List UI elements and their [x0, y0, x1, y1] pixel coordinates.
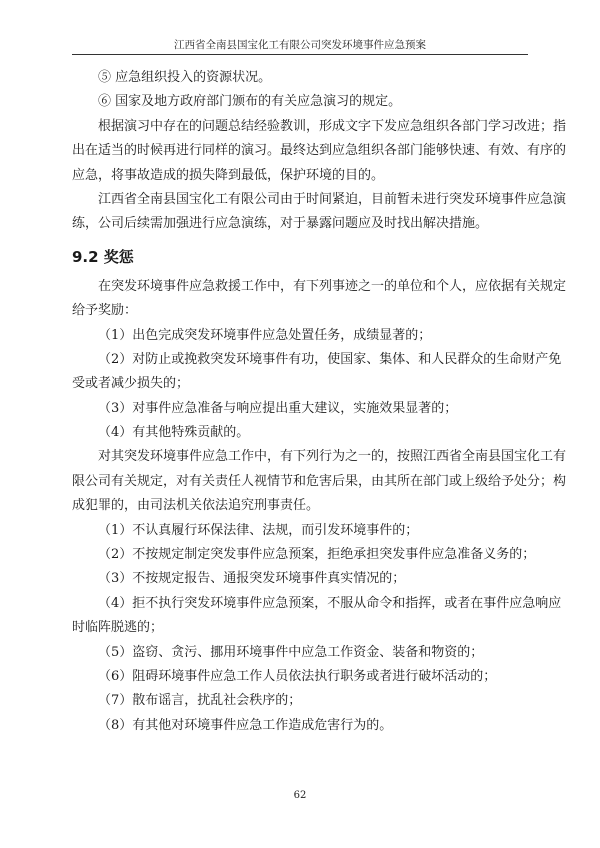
- list-item: （8）有其他对环境事件应急工作造成危害行为的。: [98, 717, 393, 733]
- list-item-continuation: 时临阵脱逃的；: [72, 620, 164, 636]
- list-item: （3）对事件应急准备与响应提出重大建议，实施效果显著的；: [98, 400, 458, 416]
- list-item: ⑤ 应急组织投入的资源状况。: [98, 70, 272, 85]
- paragraph-line: 给予奖励：: [72, 303, 138, 319]
- list-item: （4）拒不执行突发环境事件应急预案，不服从命令和指挥，或者在事件应急响应: [98, 595, 562, 611]
- paragraph-line: 在突发环境事件应急救援工作中，有下列事迹之一的单位和个人，应依据有关规定: [98, 278, 567, 294]
- list-item: （1）出色完成突发环境事件应急处置任务，成绩显著的；: [98, 327, 432, 343]
- list-item: （2）对防止或挽救突发环境事件有功，使国家、集体、和人民群众的生命财产免: [98, 351, 562, 367]
- paragraph-line: 对其突发环境事件应急工作中，有下列行为之一的，按照江西省全南县国宝化工有: [98, 449, 567, 465]
- paragraph-line: 出在适当的时候再进行同样的演习。最终达到应急组织各部门能够快速、有效、有序的: [72, 143, 567, 159]
- paragraph-line: 练，公司后续需加强进行应急演练，对于暴露问题应及时找出解决措施。: [72, 216, 489, 232]
- list-item: （3）不按规定报告、通报突发环境事件真实情况的；: [98, 571, 406, 587]
- paragraph-line: 成犯罪的，由司法机关依法追究刑事责任。: [72, 498, 320, 514]
- section-heading: 9.2 奖惩: [72, 247, 134, 266]
- list-item: （5）盗窃、贪污、挪用环境事件中应急工作资金、装备和物资的；: [98, 644, 484, 660]
- paragraph-line: 限公司有关规定，对有关责任人视情节和危害后果，由其所在部门或上级给予处分；构: [72, 473, 567, 489]
- list-item: （7）散布谣言，扰乱社会秩序的；: [98, 693, 302, 709]
- paragraph-line: 江西省全南县国宝化工有限公司由于时间紧迫，目前暂未进行突发环境事件应急演: [98, 191, 567, 207]
- list-item: （4）有其他特殊贡献的。: [98, 425, 250, 441]
- list-item: （1）不认真履行环保法律、法规，而引发环境事件的；: [98, 522, 419, 538]
- list-item-continuation: 受或者减少损失的；: [72, 376, 190, 392]
- list-item: ⑥ 国家及地方政府部门颁布的有关应急演习的规定。: [98, 94, 402, 110]
- document-body: [72, 66, 567, 738]
- paragraph-line: 应急，将事故造成的损失降到最低，保护环境的目的。: [72, 167, 385, 183]
- paragraph-line: 根据演习中存在的问题总结经验教训，形成文字下发应急组织各部门学习改进；指: [98, 118, 567, 134]
- list-item: （2）不按规定制定突发事件应急预案，拒绝承担突发事件应急准备义务的；: [98, 547, 536, 563]
- running-header: 江西省全南县国宝化工有限公司突发环境事件应急预案: [174, 39, 426, 51]
- header-rule: [72, 54, 528, 55]
- list-item: （6）阻碍环境事件应急工作人员依法执行职务或者进行破坏活动的；: [98, 668, 497, 684]
- page-number: 62: [293, 790, 307, 801]
